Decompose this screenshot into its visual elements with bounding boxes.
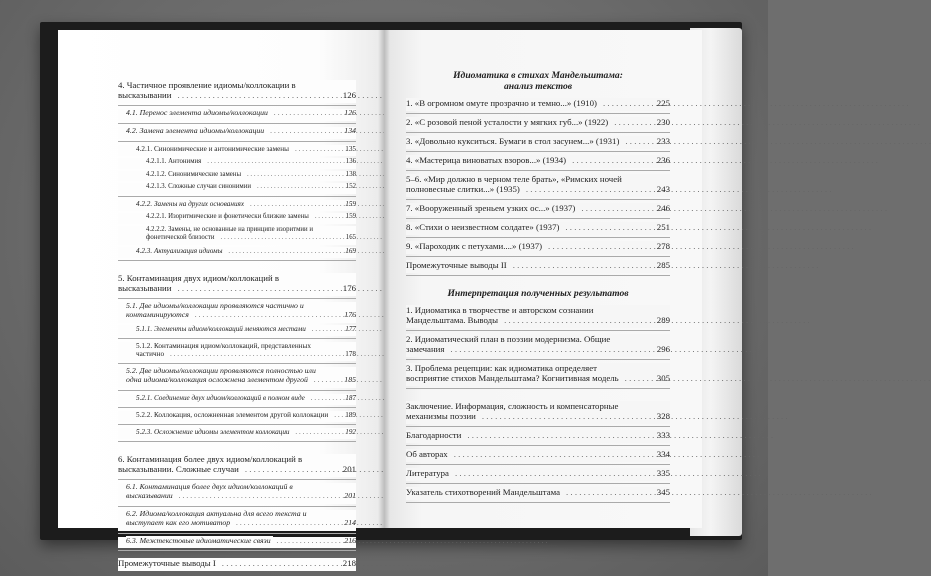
entry-underline: [406, 151, 670, 152]
entry-underline: [406, 256, 670, 257]
closing-entries: [406, 401, 670, 503]
toc-entry: [118, 80, 356, 103]
toc-entry-title: 1. Идиоматика в творчестве и авторском сознании Мандельштама. Выводы: [406, 305, 594, 325]
toc-entry: [118, 558, 356, 571]
toc-entry: [118, 183, 356, 194]
toc-entry: [406, 430, 670, 443]
toc-page-number: 216: [344, 535, 356, 545]
entry-underline: [118, 196, 356, 197]
toc-page-number: 296: [656, 344, 670, 354]
toc-page-number: 243: [656, 184, 670, 194]
toc-page-number: 159: [345, 200, 356, 209]
entry-underline: [406, 113, 670, 114]
toc-entry: [118, 200, 356, 211]
toc-entry: [406, 468, 670, 481]
toc-entry: [118, 411, 356, 422]
toc-page-number: 278: [656, 241, 670, 251]
toc-entry: [118, 247, 356, 258]
toc-page-number: 138: [345, 170, 356, 178]
toc-entry: [118, 226, 356, 245]
toc-entry: [406, 241, 670, 254]
toc-page-number: 289: [656, 315, 670, 325]
toc-entry-title: 3. «Довольно кукситься. Бумаги в стол засунем...» (1931): [406, 136, 620, 146]
toc-entry-title: 1. «В огромном омуте прозрачно и темно...» (1910): [406, 98, 597, 108]
toc-page-number: 335: [656, 468, 670, 478]
entry-underline: [406, 199, 670, 200]
entry-underline: [118, 479, 356, 480]
toc-page-number: 230: [656, 117, 670, 127]
interpretation-entries: [406, 305, 670, 389]
toc-entry-title: 5.1.1. Элементы идиом/коллокаций меняются местами: [136, 324, 306, 333]
toc-entry: [406, 174, 670, 197]
toc-entry-title: 4.2.1.1. Антонимия: [146, 157, 202, 165]
toc-page-number: 236: [656, 155, 670, 165]
toc-entry-title: 2. «С розовой пеной усталости у мягких губ...» (1922): [406, 117, 609, 127]
entry-underline: [118, 298, 356, 299]
toc-entry: [406, 305, 670, 328]
entry-underline: [118, 533, 356, 534]
entry-underline: [406, 170, 670, 171]
heading-line: Идиоматика в стихах Мандельштама:: [453, 70, 623, 81]
toc-entry-title: Указатель стихотворений Мандельштама: [406, 487, 561, 497]
toc-page-number: 187: [345, 393, 356, 402]
toc-entry-title: 6.3. Межтекстовые идиоматические связи: [126, 535, 271, 545]
entry-underline: [406, 237, 670, 238]
toc-page-number: 328: [656, 411, 670, 421]
entry-underline: [406, 426, 670, 427]
entry-underline: [406, 132, 670, 133]
toc-entry-title: 5.1.2. Контаминация идиом/коллокаций, представленных частично: [136, 341, 311, 358]
toc-entry: [118, 428, 356, 439]
toc-entry-title: 6.2. Идиома/коллокация актуальна для всего текста и выступает как его мотиватор: [126, 508, 307, 527]
entry-underline: [406, 359, 670, 360]
toc-page-number: 333: [656, 430, 670, 440]
entry-underline: [118, 105, 356, 106]
toc-page-number: 305: [656, 373, 670, 383]
toc-entry: [406, 487, 670, 500]
toc-entry-title: Благодарности: [406, 430, 462, 440]
toc-page-number: 126: [342, 90, 356, 100]
toc-entry-title: Промежуточные выводы I: [118, 558, 216, 569]
entry-underline: [406, 502, 670, 503]
entry-underline: [406, 330, 670, 331]
toc-entry-title: 8. «Стихи о неизвестном солдате» (1937): [406, 222, 560, 232]
toc-page-number: 165: [345, 233, 356, 241]
right-page: [384, 30, 702, 528]
toc-entry: [118, 145, 356, 156]
toc-page-number: 159: [345, 213, 356, 221]
entry-underline: [118, 441, 356, 442]
left-table-of-contents: [58, 30, 384, 569]
heading-line: анализ текстов: [503, 81, 573, 92]
entry-underline: [406, 388, 670, 389]
toc-entry: [406, 334, 670, 357]
entry-underline: [118, 123, 356, 124]
toc-page-number: 201: [342, 464, 356, 475]
entry-underline: [118, 260, 356, 261]
toc-entry-title: 6. Контаминация более двух идиом/коллокаций в высказывании. Сложные случаи: [118, 454, 303, 475]
entry-underline: [118, 407, 356, 408]
toc-entry-title: 5.2.3. Осложнение идиомы элементом коллокации: [136, 428, 290, 437]
toc-entry-title: 5.2. Две идиомы/коллокации проявляются полностью или одна идиома/коллокация осложнена элементом другой: [126, 366, 316, 384]
entry-underline: [118, 424, 356, 425]
toc-page-number: 201: [344, 491, 356, 501]
toc-entry: [406, 136, 670, 149]
toc-page-number: 134: [344, 125, 356, 135]
toc-entry: [406, 222, 670, 235]
toc-page-number: 152: [345, 183, 356, 191]
toc-entry: [118, 109, 356, 121]
toc-entry-title: 4. «Мастерица виноватых взоров...» (1934): [406, 155, 567, 165]
toc-entry-title: Об авторах: [406, 449, 448, 459]
toc-entry-title: Промежуточные выводы II: [406, 260, 507, 270]
entry-underline: [118, 141, 356, 142]
toc-entry: [118, 537, 356, 549]
toc-page-number: 126: [344, 108, 356, 117]
toc-entry-title: Заключение. Информация, сложность и компенсаторные механизмы поэзии: [406, 401, 619, 421]
toc-entry-title: 5.2.1. Соединение двух идиом/коллокаций в полном виде: [136, 393, 305, 402]
toc-entry: [118, 213, 356, 224]
toc-entry-title: 6.1. Контаминация более двух идиом/коллокаций в высказывании: [126, 482, 293, 501]
toc-page-number: 225: [656, 98, 670, 108]
book-gutter: [378, 30, 390, 528]
toc-entry-title: 4.2.1.3. Сложные случаи синонимии: [146, 183, 251, 191]
toc-entry-title: 4.2.3. Актуализация идиомы: [136, 246, 223, 255]
entry-underline: [406, 218, 670, 219]
toc-entry-title: 4.2.2.2. Замены, не основанные на принципе изоритмии и фонетической близости: [146, 226, 313, 241]
toc-entry: [406, 449, 670, 462]
toc-entry-title: 4.1. Перенос элемента идиомы/коллокации: [126, 108, 268, 117]
toc-entry: [406, 117, 670, 130]
toc-entry-title: 4.2.2.1. Изоритмические и фонетически близкие замены: [146, 213, 309, 221]
right-table-of-contents: [384, 30, 702, 528]
toc-page-number: 169: [345, 246, 356, 255]
toc-page-number: 246: [656, 203, 670, 213]
left-page: [58, 30, 384, 569]
toc-page-number: 176: [342, 282, 356, 293]
toc-entry-title: Литература: [406, 468, 449, 478]
toc-entry: [118, 302, 356, 323]
toc-entry-title: 9. «Пароходик с петухами....» (1937): [406, 241, 543, 251]
toc-entry: [406, 401, 670, 424]
toc-entry: [118, 342, 356, 361]
toc-page-number: 177: [345, 324, 356, 333]
toc-entry: [406, 155, 670, 168]
toc-entry-title: 4.2.1. Синонимические и антонимические замены: [136, 144, 289, 153]
toc-entry: [118, 454, 356, 477]
entry-underline: [118, 338, 356, 339]
section-heading-interpretation: Интерпретация полученных результатов: [447, 288, 629, 299]
toc-page-number: 135: [345, 144, 356, 153]
toc-entry-title: 4.2.2. Замены на других основаниях: [136, 200, 245, 209]
entry-underline: [118, 550, 356, 551]
toc-entry: [118, 273, 356, 296]
section-heading-analysis: [406, 70, 670, 92]
toc-entry-title: 7. «Вооруженный зреньем узких ос...» (1937): [406, 203, 576, 213]
entry-underline: [118, 506, 356, 507]
toc-entry: [118, 171, 356, 182]
toc-entry-title: 4. Частичное проявление идиомы/коллокации в высказывании: [118, 80, 296, 100]
toc-entry-title: 5–6. «Мир должно в черном теле брать», «Римских ночей полновесные слитки...» (1935): [406, 174, 622, 194]
toc-entry: [406, 203, 670, 216]
toc-page-number: 285: [656, 260, 670, 270]
toc-entry-title: 4.2.1.2. Синонимические замены: [146, 170, 242, 178]
toc-entry-title: 4.2. Замена элемента идиомы/коллокации: [126, 125, 265, 135]
entry-underline: [406, 275, 670, 276]
entry-underline: [406, 445, 670, 446]
toc-page-number: 136: [345, 157, 356, 165]
toc-page-number: 176: [344, 309, 356, 319]
toc-entry: [118, 325, 356, 336]
toc-entry: [118, 483, 356, 504]
toc-page-number: 178: [345, 349, 356, 358]
toc-page-number: 334: [656, 449, 670, 459]
toc-entry: [118, 510, 356, 531]
toc-entry-title: 5.1. Две идиомы/коллокации проявляются частично и контаминируются: [126, 300, 304, 319]
toc-entry-title: 5. Контаминация двух идиом/коллокаций в высказывании: [118, 272, 280, 293]
toc-page-number: 192: [345, 428, 356, 437]
toc-entry-title: 5.2.2. Коллокация, осложненная элементом другой коллокации: [136, 410, 329, 419]
entry-underline: [406, 464, 670, 465]
toc-page-number: 214: [344, 517, 356, 527]
analysis-entries: [406, 98, 670, 276]
toc-page-number: 189: [345, 410, 356, 419]
entry-underline: [118, 390, 356, 391]
toc-page-number: 218: [342, 558, 356, 569]
toc-entry-title: 3. Проблема рецепции: как идиоматика определяет восприятие стихов Мандельштама? Когнитивная модель: [406, 363, 619, 383]
toc-entry: [406, 98, 670, 111]
toc-entry: [406, 363, 670, 386]
toc-entry-title: 2. Идиоматический план в поэзии модернизма. Общие замечания: [406, 334, 611, 354]
entry-underline: [118, 363, 356, 364]
toc-entry: [118, 394, 356, 405]
toc-entry: [118, 127, 356, 139]
entry-underline: [406, 483, 670, 484]
toc-page-number: 251: [656, 222, 670, 232]
toc-entry: [118, 158, 356, 169]
toc-entry: [118, 367, 356, 388]
toc-entry: [406, 260, 670, 273]
toc-page-number: 345: [656, 487, 670, 497]
toc-page-number: 185: [344, 374, 356, 384]
toc-page-number: 233: [656, 136, 670, 146]
